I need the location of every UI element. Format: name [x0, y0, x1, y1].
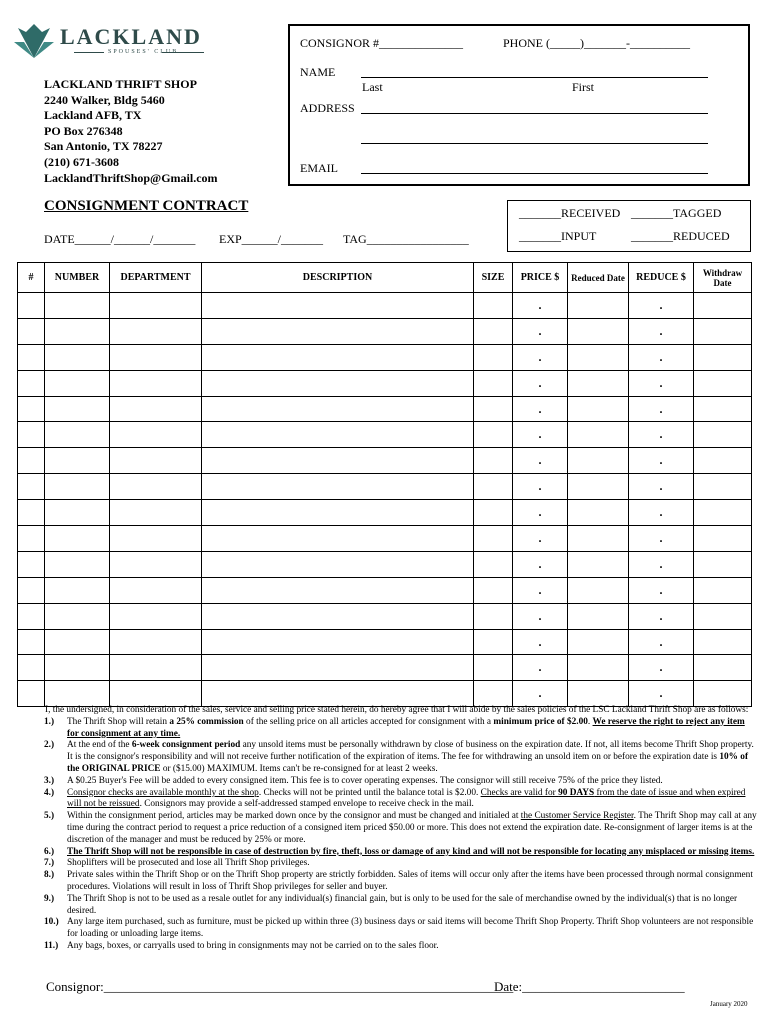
logo-divider: [74, 52, 104, 53]
cell-withdraw-date[interactable]: [694, 577, 752, 603]
cell-price[interactable]: .: [513, 500, 568, 526]
received-field[interactable]: _______RECEIVED: [519, 206, 621, 220]
table-row: [18, 681, 752, 707]
cell-withdraw-date[interactable]: [694, 500, 752, 526]
cell-withdraw-date[interactable]: [694, 448, 752, 474]
cell-description[interactable]: [202, 603, 474, 629]
cell-reduce-amount[interactable]: .: [629, 629, 694, 655]
cell-reduce-amount[interactable]: .: [629, 655, 694, 681]
cell-number-sign[interactable]: [18, 318, 45, 344]
cell-price[interactable]: .: [513, 293, 568, 319]
revision-date: January 2020: [710, 1000, 748, 1008]
cell-number[interactable]: [45, 448, 110, 474]
cell-reduced-date[interactable]: [568, 681, 629, 707]
cell-size[interactable]: [474, 448, 513, 474]
cell-department[interactable]: [110, 577, 202, 603]
cell-price[interactable]: .: [513, 526, 568, 552]
cell-size[interactable]: [474, 370, 513, 396]
cell-number-sign[interactable]: [18, 422, 45, 448]
cell-withdraw-date[interactable]: [694, 526, 752, 552]
cell-withdraw-date[interactable]: [694, 474, 752, 500]
cell-description[interactable]: [202, 577, 474, 603]
shop-phone: (210) 671-3608: [44, 154, 119, 169]
cell-price[interactable]: .: [513, 681, 568, 707]
col-header-reduced-date: Reduced Date: [568, 263, 629, 293]
first-name-label: First: [572, 80, 595, 94]
cell-department[interactable]: [110, 603, 202, 629]
table-row: [18, 551, 752, 577]
col-header-reduce-amount: REDUCE $: [629, 263, 694, 293]
cell-department[interactable]: [110, 551, 202, 577]
cell-price[interactable]: .: [513, 655, 568, 681]
cell-reduced-date[interactable]: [568, 318, 629, 344]
cell-number[interactable]: [45, 474, 110, 500]
col-header-department: DEPARTMENT: [110, 263, 202, 293]
cell-number[interactable]: [45, 577, 110, 603]
col-header-withdraw-date: Withdraw Date: [694, 263, 752, 293]
cell-number[interactable]: [45, 629, 110, 655]
table-row: [18, 577, 752, 603]
cell-description[interactable]: [202, 396, 474, 422]
term-number: 9.): [44, 893, 55, 904]
term-number: 10.): [44, 917, 59, 928]
cell-price[interactable]: .: [513, 344, 568, 370]
cell-department[interactable]: [110, 293, 202, 319]
table-header-row: [18, 263, 752, 293]
cell-size[interactable]: [474, 396, 513, 422]
email-field[interactable]: [361, 173, 708, 174]
cell-number-sign[interactable]: [18, 681, 45, 707]
term-9: 9.) The Thrift Shop is not to be used as a resale outlet for any individual(s) financial gain, but is only to be used for the sale of merchandise owned by the individual(s) that is no longer desired.: [44, 893, 738, 916]
cell-reduce-amount[interactable]: .: [629, 318, 694, 344]
cell-withdraw-date[interactable]: [694, 318, 752, 344]
cell-number-sign[interactable]: [18, 603, 45, 629]
shop-city-zip: San Antonio, TX 78227: [44, 139, 163, 154]
cell-reduce-amount[interactable]: .: [629, 474, 694, 500]
cell-reduce-amount[interactable]: .: [629, 344, 694, 370]
cell-price[interactable]: .: [513, 396, 568, 422]
cell-price[interactable]: .: [513, 474, 568, 500]
cell-number[interactable]: [45, 681, 110, 707]
cell-department[interactable]: [110, 655, 202, 681]
cell-withdraw-date[interactable]: [694, 629, 752, 655]
cell-number-sign[interactable]: [18, 629, 45, 655]
cell-number-sign[interactable]: [18, 577, 45, 603]
cell-reduce-amount[interactable]: .: [629, 448, 694, 474]
term-number: 11.): [44, 940, 59, 951]
cell-reduced-date[interactable]: [568, 396, 629, 422]
cell-price[interactable]: .: [513, 448, 568, 474]
term-number: 6.): [44, 846, 55, 857]
term-number: 3.): [44, 775, 55, 786]
cell-withdraw-date[interactable]: [694, 681, 752, 707]
col-header-number-sign: #: [18, 263, 45, 293]
shop-address: [44, 77, 218, 186]
cell-number[interactable]: [45, 603, 110, 629]
cell-description[interactable]: [202, 318, 474, 344]
cell-number[interactable]: [45, 344, 110, 370]
table-row: [18, 318, 752, 344]
cell-number[interactable]: [45, 551, 110, 577]
cell-department[interactable]: [110, 344, 202, 370]
cell-reduced-date[interactable]: [568, 551, 629, 577]
cell-withdraw-date[interactable]: [694, 551, 752, 577]
cell-number[interactable]: [45, 293, 110, 319]
logo-name: LACKLAND: [60, 24, 202, 49]
table-row: [18, 474, 752, 500]
table-row: [18, 422, 752, 448]
cell-withdraw-date[interactable]: [694, 370, 752, 396]
cell-department[interactable]: [110, 370, 202, 396]
cell-size[interactable]: [474, 655, 513, 681]
cell-reduce-amount[interactable]: .: [629, 500, 694, 526]
shop-street: 2240 Walker, Bldg 5460: [44, 92, 165, 107]
cell-reduced-date[interactable]: [568, 629, 629, 655]
cell-department[interactable]: [110, 681, 202, 707]
cell-price[interactable]: .: [513, 551, 568, 577]
address-label: ADDRESS: [300, 101, 355, 115]
cell-size[interactable]: [474, 344, 513, 370]
table-row: [18, 629, 752, 655]
input-field[interactable]: _______INPUT: [519, 229, 597, 243]
cell-price[interactable]: .: [513, 577, 568, 603]
consignor-signature-field[interactable]: Consignor:_______________________________________________________________: [46, 979, 514, 994]
cell-number[interactable]: [45, 500, 110, 526]
cell-reduced-date[interactable]: [568, 474, 629, 500]
address-field[interactable]: [361, 113, 708, 114]
cell-size[interactable]: [474, 551, 513, 577]
name-field[interactable]: [361, 77, 708, 78]
table-row: [18, 344, 752, 370]
cell-reduce-amount[interactable]: .: [629, 526, 694, 552]
cell-reduce-amount[interactable]: .: [629, 370, 694, 396]
cell-department[interactable]: [110, 474, 202, 500]
cell-reduced-date[interactable]: [568, 293, 629, 319]
col-header-number: NUMBER: [45, 263, 110, 293]
cell-reduce-amount[interactable]: .: [629, 396, 694, 422]
cell-reduced-date[interactable]: [568, 655, 629, 681]
cell-description[interactable]: [202, 448, 474, 474]
cell-reduce-amount[interactable]: .: [629, 293, 694, 319]
cell-size[interactable]: [474, 526, 513, 552]
cell-reduce-amount[interactable]: .: [629, 603, 694, 629]
shop-name: LACKLAND THRIFT SHOP: [44, 77, 197, 91]
cell-number-sign[interactable]: [18, 474, 45, 500]
cell-size[interactable]: [474, 318, 513, 344]
logo: [12, 20, 212, 60]
cell-reduced-date[interactable]: [568, 603, 629, 629]
cell-reduce-amount[interactable]: .: [629, 422, 694, 448]
logo-divider: [162, 52, 204, 53]
last-name-label: Last: [362, 80, 383, 94]
cell-reduced-date[interactable]: [568, 526, 629, 552]
cell-department[interactable]: [110, 500, 202, 526]
cell-size[interactable]: [474, 681, 513, 707]
cell-department[interactable]: [110, 422, 202, 448]
cell-description[interactable]: [202, 370, 474, 396]
cell-number-sign[interactable]: [18, 370, 45, 396]
email-label: EMAIL: [300, 161, 338, 175]
cell-size[interactable]: [474, 603, 513, 629]
cell-reduced-date[interactable]: [568, 448, 629, 474]
table-row: [18, 448, 752, 474]
term-1: 1.) The Thrift Shop will retain a 25% commission of the selling price on all articles accepted for consignment with a minimum price of $2.00. We reserve the right to reject any item for consignment at any time.: [44, 716, 745, 739]
term-8: 8.) Private sales within the Thrift Shop or on the Thrift Shop property are strictly forbidden. Sales of items will occur only after the items have been processed through normal consignment procedures. Violations will result in loss of Thrift Shop privileges for seller and buyer.: [44, 870, 753, 892]
table-row: [18, 603, 752, 629]
cell-reduced-date[interactable]: [568, 422, 629, 448]
term-4: 4.) Consignor checks are available monthly at the shop. Checks will not be printed until the balance total is $2.00. Checks are valid for 90 DAYS from the date of issue and when expired will not be reissued. Consignors may provide a self-addressed stamped envelope to receive check in the mail.: [44, 787, 746, 810]
col-header-description: DESCRIPTION: [202, 263, 474, 293]
cell-size[interactable]: [474, 293, 513, 319]
cell-reduced-date[interactable]: [568, 344, 629, 370]
cell-size[interactable]: [474, 629, 513, 655]
cell-number-sign[interactable]: [18, 526, 45, 552]
cell-description[interactable]: [202, 500, 474, 526]
col-header-size: SIZE: [474, 263, 513, 293]
cell-description[interactable]: [202, 293, 474, 319]
cell-number[interactable]: [45, 396, 110, 422]
table-row: [18, 396, 752, 422]
date-field[interactable]: DATE______/______/_______: [44, 232, 196, 246]
cell-number-sign[interactable]: [18, 293, 45, 319]
cell-size[interactable]: [474, 474, 513, 500]
cell-number[interactable]: [45, 655, 110, 681]
term-number: 5.): [44, 811, 55, 822]
cell-number-sign[interactable]: [18, 344, 45, 370]
terms-section: [45, 705, 757, 953]
cell-withdraw-date[interactable]: [694, 603, 752, 629]
cell-description[interactable]: [202, 551, 474, 577]
table-row: [18, 500, 752, 526]
term-2: 2.) At the end of the 6-week consignment period any unsold items must be personally withdrawn by close of business on the expiration date. If not, all items become Thrift Shop property. It is the consignor's responsibility and will not receive further notification of the expiration of items. The fee for withdrawing an unsold item on or before the expiration date is 10% of the ORIGINAL PRICE or ($15.00) MAXIMUM. Items can't be re-consigned for at least 2 weeks.: [44, 740, 754, 774]
cell-department[interactable]: [110, 396, 202, 422]
cell-price[interactable]: .: [513, 603, 568, 629]
shop-email: LacklandThriftShop@Gmail.com: [44, 170, 218, 185]
cell-withdraw-date[interactable]: [694, 344, 752, 370]
cell-size[interactable]: [474, 500, 513, 526]
shop-po-box: PO Box 276348: [44, 123, 123, 138]
cell-number-sign[interactable]: [18, 396, 45, 422]
cell-reduce-amount[interactable]: .: [629, 551, 694, 577]
term-number: 2.): [44, 740, 55, 751]
cell-department[interactable]: [110, 318, 202, 344]
cell-department[interactable]: [110, 526, 202, 552]
cell-withdraw-date[interactable]: [694, 293, 752, 319]
phone-field[interactable]: PHONE (_____)_______-__________: [503, 36, 690, 50]
consignor-number-field[interactable]: CONSIGNOR #______________: [300, 36, 464, 50]
tag-field[interactable]: TAG_________________: [343, 232, 469, 246]
cell-number-sign[interactable]: [18, 551, 45, 577]
cell-description[interactable]: [202, 655, 474, 681]
cell-department[interactable]: [110, 448, 202, 474]
cell-description[interactable]: [202, 474, 474, 500]
shop-city: Lackland AFB, TX: [44, 108, 142, 123]
term-number: 8.): [44, 870, 55, 881]
term-3: 3.) A $0.25 Buyer's Fee will be added to every consigned item. This fee is to cover operating expenses. The consignor will still receive 75% of the price they listed.: [44, 775, 663, 786]
cell-withdraw-date[interactable]: [694, 655, 752, 681]
cell-reduce-amount[interactable]: .: [629, 577, 694, 603]
cell-number[interactable]: [45, 318, 110, 344]
term-number: 7.): [44, 858, 55, 869]
reduced-field[interactable]: _______REDUCED: [631, 229, 730, 243]
cell-size[interactable]: [474, 422, 513, 448]
term-number: 4.): [44, 787, 55, 798]
cell-size[interactable]: [474, 577, 513, 603]
cell-number[interactable]: [45, 526, 110, 552]
cell-department[interactable]: [110, 629, 202, 655]
signature-date-field[interactable]: Date:_________________________: [494, 979, 685, 994]
cell-description[interactable]: [202, 526, 474, 552]
cell-price[interactable]: .: [513, 629, 568, 655]
cell-reduced-date[interactable]: [568, 577, 629, 603]
col-header-price: PRICE $: [513, 263, 568, 293]
term-7: 7.) Shoplifters will be prosecuted and lose all Thrift Shop privileges.: [44, 858, 310, 869]
cell-description[interactable]: [202, 629, 474, 655]
cell-number-sign[interactable]: [18, 655, 45, 681]
table-row: [18, 370, 752, 396]
consignment-items-table: [17, 262, 752, 707]
term-number: 1.): [44, 716, 55, 727]
term-6: 6.) The Thrift Shop will not be responsible in case of destruction by fire, theft, loss or damage of any kind and will not be responsible for locating any misplaced or missing items.: [44, 846, 755, 857]
contract-title: CONSIGNMENT CONTRACT: [44, 198, 249, 214]
cell-price[interactable]: .: [513, 370, 568, 396]
cell-withdraw-date[interactable]: [694, 422, 752, 448]
exp-field[interactable]: EXP______/_______: [219, 232, 324, 246]
cell-reduced-date[interactable]: [568, 370, 629, 396]
cell-price[interactable]: .: [513, 318, 568, 344]
cell-description[interactable]: [202, 344, 474, 370]
palm-leaf-icon: [12, 22, 56, 60]
cell-reduce-amount[interactable]: .: [629, 681, 694, 707]
cell-withdraw-date[interactable]: [694, 396, 752, 422]
cell-number-sign[interactable]: [18, 500, 45, 526]
address-field-2[interactable]: [361, 143, 708, 144]
logo-subtitle: SPOUSES' CLUB: [108, 49, 179, 55]
table-row: [18, 655, 752, 681]
cell-description[interactable]: [202, 422, 474, 448]
terms-intro: I, the undersigned, in consideration of the sales, service and selling price stated herein, do hereby agree that I will abide by the sales policies of the LSC Lackland Thrift Shop are as follows:: [45, 705, 749, 715]
cell-reduced-date[interactable]: [568, 500, 629, 526]
cell-description[interactable]: [202, 681, 474, 707]
term-11: 11.) Any bags, boxes, or carryalls used to bring in consignments may not be carried on to the sales floor.: [44, 940, 439, 951]
cell-price[interactable]: .: [513, 422, 568, 448]
name-label: NAME: [300, 65, 336, 79]
cell-number[interactable]: [45, 422, 110, 448]
table-row: [18, 293, 752, 319]
cell-number-sign[interactable]: [18, 448, 45, 474]
tagged-field[interactable]: _______TAGGED: [631, 206, 722, 220]
cell-number[interactable]: [45, 370, 110, 396]
table-row: [18, 526, 752, 552]
term-5: 5.) Within the consignment period, articles may be marked down once by the consignor and must be changed and initialed at the Customer Service Register. The Thrift Shop may call at any time during the contract period to request a price reduction of a consigned item priced $50.00 or more. This does not extend the expiration date. Re-consignment of larger items is at the discretion of the manager and must be reduced by 25% or more.: [44, 811, 757, 845]
term-10: 10.) Any large item purchased, such as furniture, must be picked up within three (3) business days or said items will become Thrift Shop Property. Thrift Shop volunteers are not responsible for loading or unloading large items.: [44, 917, 754, 940]
